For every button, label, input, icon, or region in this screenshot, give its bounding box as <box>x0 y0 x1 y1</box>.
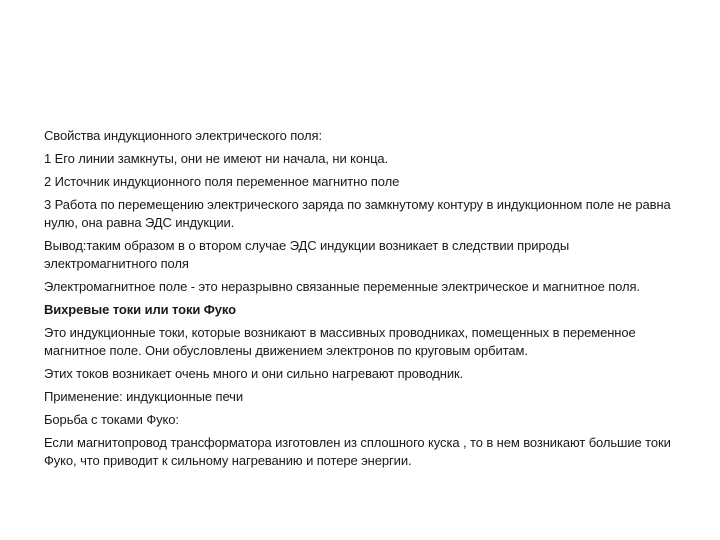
paragraph-conclusion: Вывод:таким образом в о втором случае ЭДС индукции возникает в следствии природы электромагнитного поля <box>44 238 570 271</box>
paragraph-eddy-currents-heading: Вихревые токи или токи Фуко <box>44 302 236 317</box>
slide-text-body <box>44 127 684 475</box>
paragraph-countermeasures-text: Если магнитопровод трансформатора изготовлен из сплошного куска , то в нем возникают большие токи Фуко, что приводит к сильному нагреванию и потере энергии. <box>44 435 671 468</box>
paragraph-property-3: 3 Работа по перемещению электрического заряда по замкнутому контуру в индукционном поле не равна нулю, она равна ЭДС индукции. <box>44 197 671 230</box>
paragraph-properties-heading: Свойства индукционного электрического поля: <box>44 128 322 143</box>
paragraph-em-field-definition: Электромагнитное поле - это неразрывно связанные переменные электрическое и магнитное поля. <box>44 279 640 294</box>
paragraph-application: Применение: индукционные печи <box>44 389 243 404</box>
paragraph-eddy-currents-definition: Это индукционные токи, которые возникают в массивных проводниках, помещенных в переменное магнитное поле. Они обусловлены движением электронов по круговым орбитам. <box>44 325 636 358</box>
paragraph-countermeasures-heading: Борьба с токами Фуко: <box>44 412 179 427</box>
paragraph-property-1: 1 Его линии замкнуты, они не имеют ни начала, ни конца. <box>44 151 389 166</box>
paragraph-property-2: 2 Источник индукционного поля переменное магнитно поле <box>44 174 400 189</box>
paragraph-eddy-currents-heating: Этих токов возникает очень много и они сильно нагревают проводник. <box>44 366 464 381</box>
